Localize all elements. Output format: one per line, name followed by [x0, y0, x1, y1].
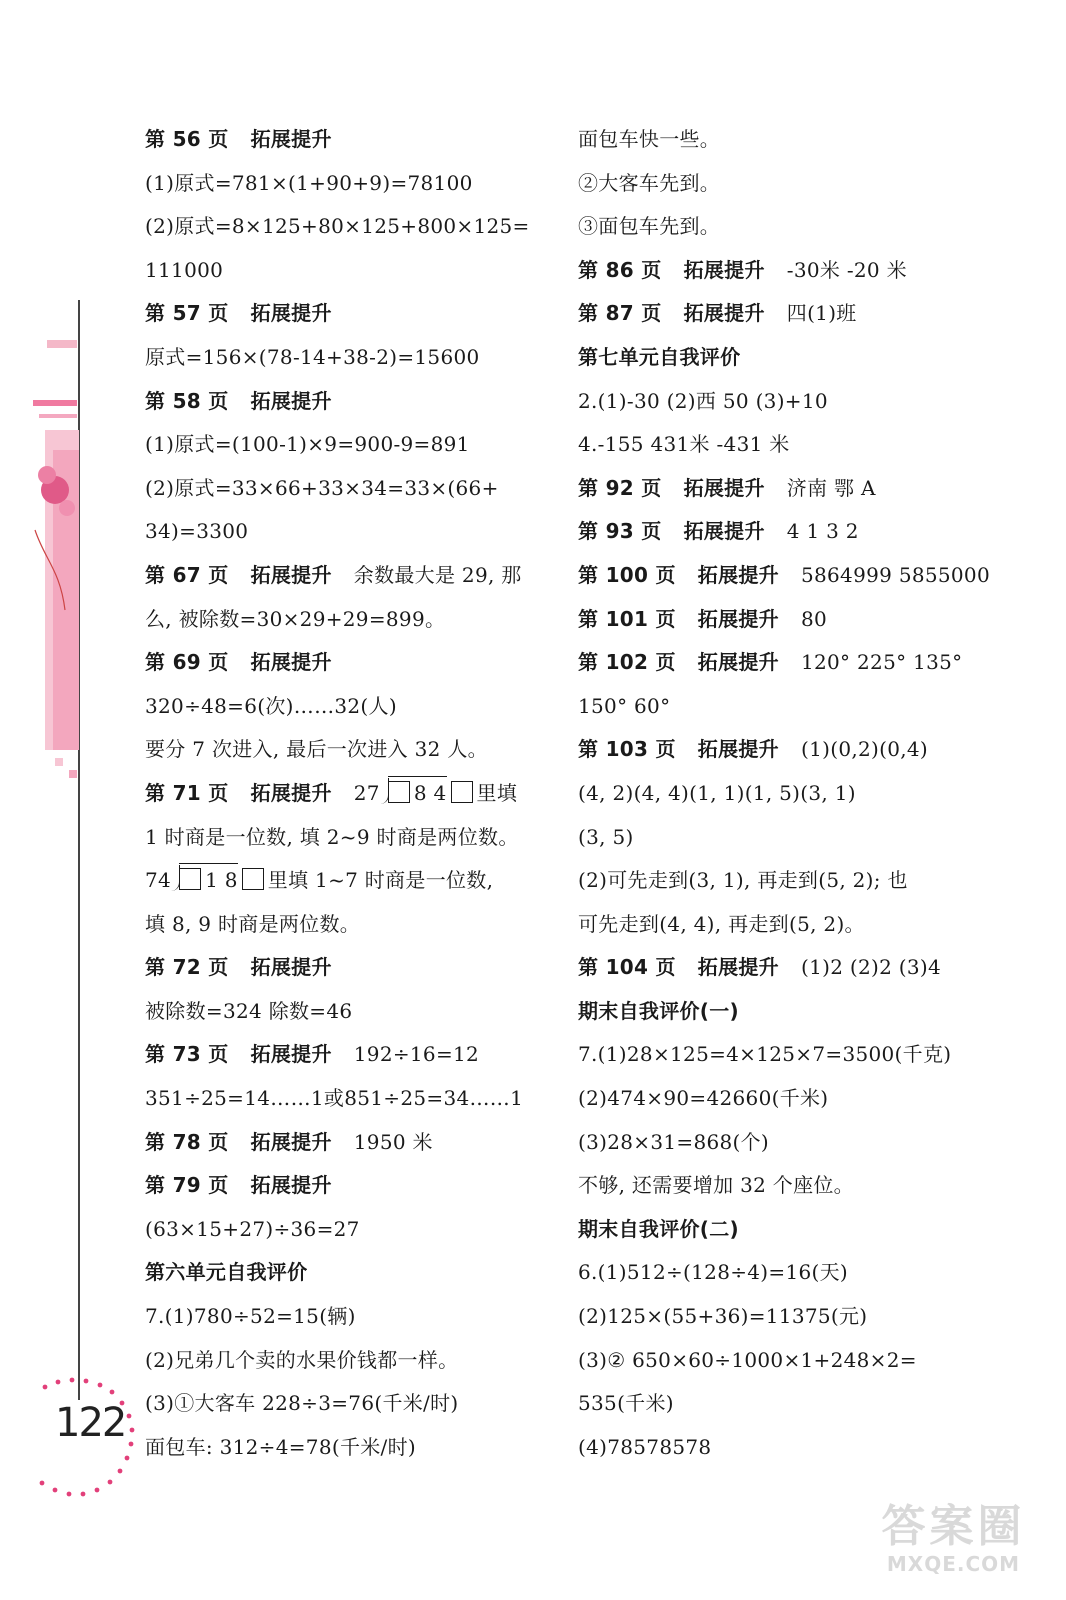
page-ref: 第 58 页: [145, 388, 229, 413]
page-ref: 第 79 页: [145, 1173, 229, 1198]
page-ref: 第 92 页: [578, 475, 662, 500]
answer-line: 150° 60°: [578, 693, 671, 718]
answer-line: 1 时商是一位数, 填 2~9 时商是两位数。: [145, 824, 519, 849]
long-division: [171, 859, 238, 903]
answer-line: 么, 被除数=30×29+29=899。: [145, 606, 446, 631]
watermark-title: 答案圈: [881, 1501, 1026, 1552]
page-heading: [578, 946, 998, 990]
answer-line: 34)=3300: [145, 519, 249, 544]
page-heading: [578, 641, 998, 685]
blank-box: [388, 781, 410, 803]
section-title: 期末自我评价(一): [578, 998, 739, 1023]
answer-line: (3)② 650×60÷1000×1+248×2=: [578, 1347, 917, 1372]
answer-line: ③面包车先到。: [578, 214, 721, 239]
page-heading: [145, 118, 560, 162]
section-title: 第六单元自我评价: [145, 1260, 308, 1285]
page-heading: [145, 946, 560, 990]
dividend-digits: 1 8: [205, 868, 238, 893]
answer-line: 原式=156×(78-14+38-2)=15600: [145, 344, 480, 369]
answer-line: (3, 5): [578, 824, 634, 849]
heading-answer: 1950 米: [353, 1129, 433, 1154]
answer-line: 面包车快一些。: [578, 127, 721, 151]
answer-line: (2)125×(55+36)=11375(元): [578, 1304, 868, 1329]
answer-line: (2)兄弟几个卖的水果价钱都一样。: [145, 1347, 459, 1372]
answer-line: 7.(1)780÷52=15(辆): [145, 1304, 356, 1329]
answer-line: 不够, 还需要增加 32 个座位。: [578, 1173, 854, 1198]
answer-line: 7.(1)28×125=4×125×7=3500(千克): [578, 1042, 952, 1067]
heading-answer: 80: [800, 606, 828, 631]
answer-line: (2)原式=8×125+80×125+800×125=: [145, 214, 530, 239]
page-ref: 第 73 页: [145, 1042, 229, 1067]
divisor: 27: [353, 780, 380, 805]
heading-tag: 拓展提升: [683, 475, 765, 500]
page-heading: [578, 510, 998, 554]
section-title: 期末自我评价(二): [578, 1216, 739, 1241]
heading-tag: 拓展提升: [683, 257, 765, 282]
page-ref: 第 56 页: [145, 127, 229, 151]
blank-box: [451, 781, 473, 803]
answer-line: 2.(1)-30 (2)西 50 (3)+10: [578, 388, 828, 413]
long-division: [380, 772, 447, 816]
page-heading: [578, 292, 998, 336]
answer-line: 111000: [145, 257, 224, 282]
heading-tag: 拓展提升: [683, 519, 765, 544]
page-ref: 第 86 页: [578, 257, 662, 282]
answer-line: (2)可先走到(3, 1), 再走到(5, 2); 也: [578, 868, 908, 893]
answer-line: 320÷48=6(次)……32(人): [145, 693, 397, 718]
answer-line: (3)①大客车 228÷3=76(千米/时): [145, 1391, 459, 1416]
page-heading: [145, 641, 560, 685]
page-heading: [145, 1121, 560, 1165]
flower-decoration: [25, 330, 80, 800]
heading-tag: 拓展提升: [250, 1129, 332, 1154]
page-ref: 第 100 页: [578, 562, 676, 587]
answer-line: 填 8, 9 时商是两位数。: [145, 911, 361, 936]
heading-tag: 拓展提升: [250, 650, 332, 675]
heading-tag: 拓展提升: [250, 1173, 332, 1198]
answer-line: ②大客车先到。: [578, 170, 721, 195]
division-note: 里填 1~7 时商是一位数,: [267, 868, 494, 893]
page-ref: 第 72 页: [145, 955, 229, 980]
heading-tag: 拓展提升: [250, 301, 332, 326]
heading-answer: (1)(0,2)(0,4): [800, 737, 929, 762]
dividend-digits: 8 4: [413, 780, 447, 805]
page-heading: [578, 554, 998, 598]
heading-answer: 余数最大是 29, 那: [353, 562, 522, 587]
section-title: 第七单元自我评价: [578, 344, 741, 369]
answer-line: (3)28×31=868(个): [578, 1129, 770, 1154]
page-heading: [145, 1164, 560, 1208]
blank-box: [179, 868, 201, 890]
page-ref: 第 78 页: [145, 1129, 229, 1154]
page-number: 122: [55, 1400, 126, 1446]
page-heading: [578, 467, 998, 511]
watermark: [861, 1502, 1046, 1582]
page-ref: 第 57 页: [145, 301, 229, 326]
heading-tag: 拓展提升: [697, 650, 779, 675]
answer-line: 要分 7 次进入, 最后一次进入 32 人。: [145, 737, 488, 762]
answer-line: (1)原式=(100-1)×9=900-9=891: [145, 432, 470, 457]
heading-tag: 拓展提升: [250, 780, 332, 805]
page-heading: [145, 1033, 560, 1077]
heading-tag: 拓展提升: [697, 955, 779, 980]
answer-line: 被除数=324 除数=46: [145, 998, 353, 1023]
division-line: [145, 859, 560, 903]
answer-line: (2)原式=33×66+33×34=33×(66+: [145, 475, 499, 500]
answer-line: (4)78578578: [578, 1434, 712, 1459]
heading-tag: 拓展提升: [250, 388, 332, 413]
divisor: 74: [145, 868, 172, 893]
answer-line: 可先走到(4, 4), 再走到(5, 2)。: [578, 911, 865, 936]
answer-line: (1)原式=781×(1+90+9)=78100: [145, 170, 473, 195]
heading-tag: 拓展提升: [250, 127, 332, 151]
answer-line: 面包车: 312÷4=78(千米/时): [145, 1434, 417, 1459]
page-heading: [578, 728, 998, 772]
answer-line: (63×15+27)÷36=27: [145, 1216, 360, 1241]
page-heading: [578, 249, 998, 293]
heading-answer: 120° 225° 135°: [800, 650, 963, 675]
heading-tag: 拓展提升: [697, 606, 779, 631]
page-ref: 第 93 页: [578, 519, 662, 544]
blank-box: [242, 868, 264, 890]
answer-line: 535(千米): [578, 1391, 674, 1416]
page-ref: 第 71 页: [145, 780, 229, 805]
page-ref: 第 103 页: [578, 737, 676, 762]
answer-line: (2)474×90=42660(千米): [578, 1086, 829, 1111]
page-ref: 第 69 页: [145, 650, 229, 675]
page-ref: 第 102 页: [578, 650, 676, 675]
page-heading: [578, 598, 998, 642]
page-heading: [145, 292, 560, 336]
division-note: 里填: [476, 780, 518, 805]
right-column: [578, 118, 998, 1469]
answer-line: 4.-155 431米 -431 米: [578, 432, 790, 457]
heading-tag: 拓展提升: [250, 562, 332, 587]
heading-answer: -30米 -20 米: [786, 257, 907, 282]
left-column: [145, 118, 560, 1469]
watermark-url: MXQE.COM: [886, 1552, 1021, 1576]
heading-tag: 拓展提升: [697, 737, 779, 762]
answer-line: 6.(1)512÷(128÷4)=16(天): [578, 1260, 849, 1285]
answer-line: (4, 2)(4, 4)(1, 1)(1, 5)(3, 1): [578, 780, 856, 805]
answer-line: 351÷25=14……1或851÷25=34……1: [145, 1086, 524, 1111]
heading-tag: 拓展提升: [683, 301, 765, 326]
page-heading: [145, 380, 560, 424]
page-ref: 第 67 页: [145, 562, 229, 587]
heading-tag: 拓展提升: [250, 955, 332, 980]
heading-answer: 济南 鄂 A: [786, 475, 876, 500]
page-ref: 第 101 页: [578, 606, 676, 631]
heading-tag: 拓展提升: [250, 1042, 332, 1067]
heading-answer: 4 1 3 2: [786, 519, 859, 544]
heading-answer: 5864999 5855000: [800, 562, 990, 587]
heading-answer: 四(1)班: [786, 301, 857, 326]
page-heading: [145, 772, 560, 816]
page-heading: [145, 554, 560, 598]
page-ref: 第 87 页: [578, 301, 662, 326]
heading-answer: 192÷16=12: [353, 1042, 480, 1067]
page-ref: 第 104 页: [578, 955, 676, 980]
heading-answer: (1)2 (2)2 (3)4: [800, 955, 942, 980]
heading-tag: 拓展提升: [697, 562, 779, 587]
